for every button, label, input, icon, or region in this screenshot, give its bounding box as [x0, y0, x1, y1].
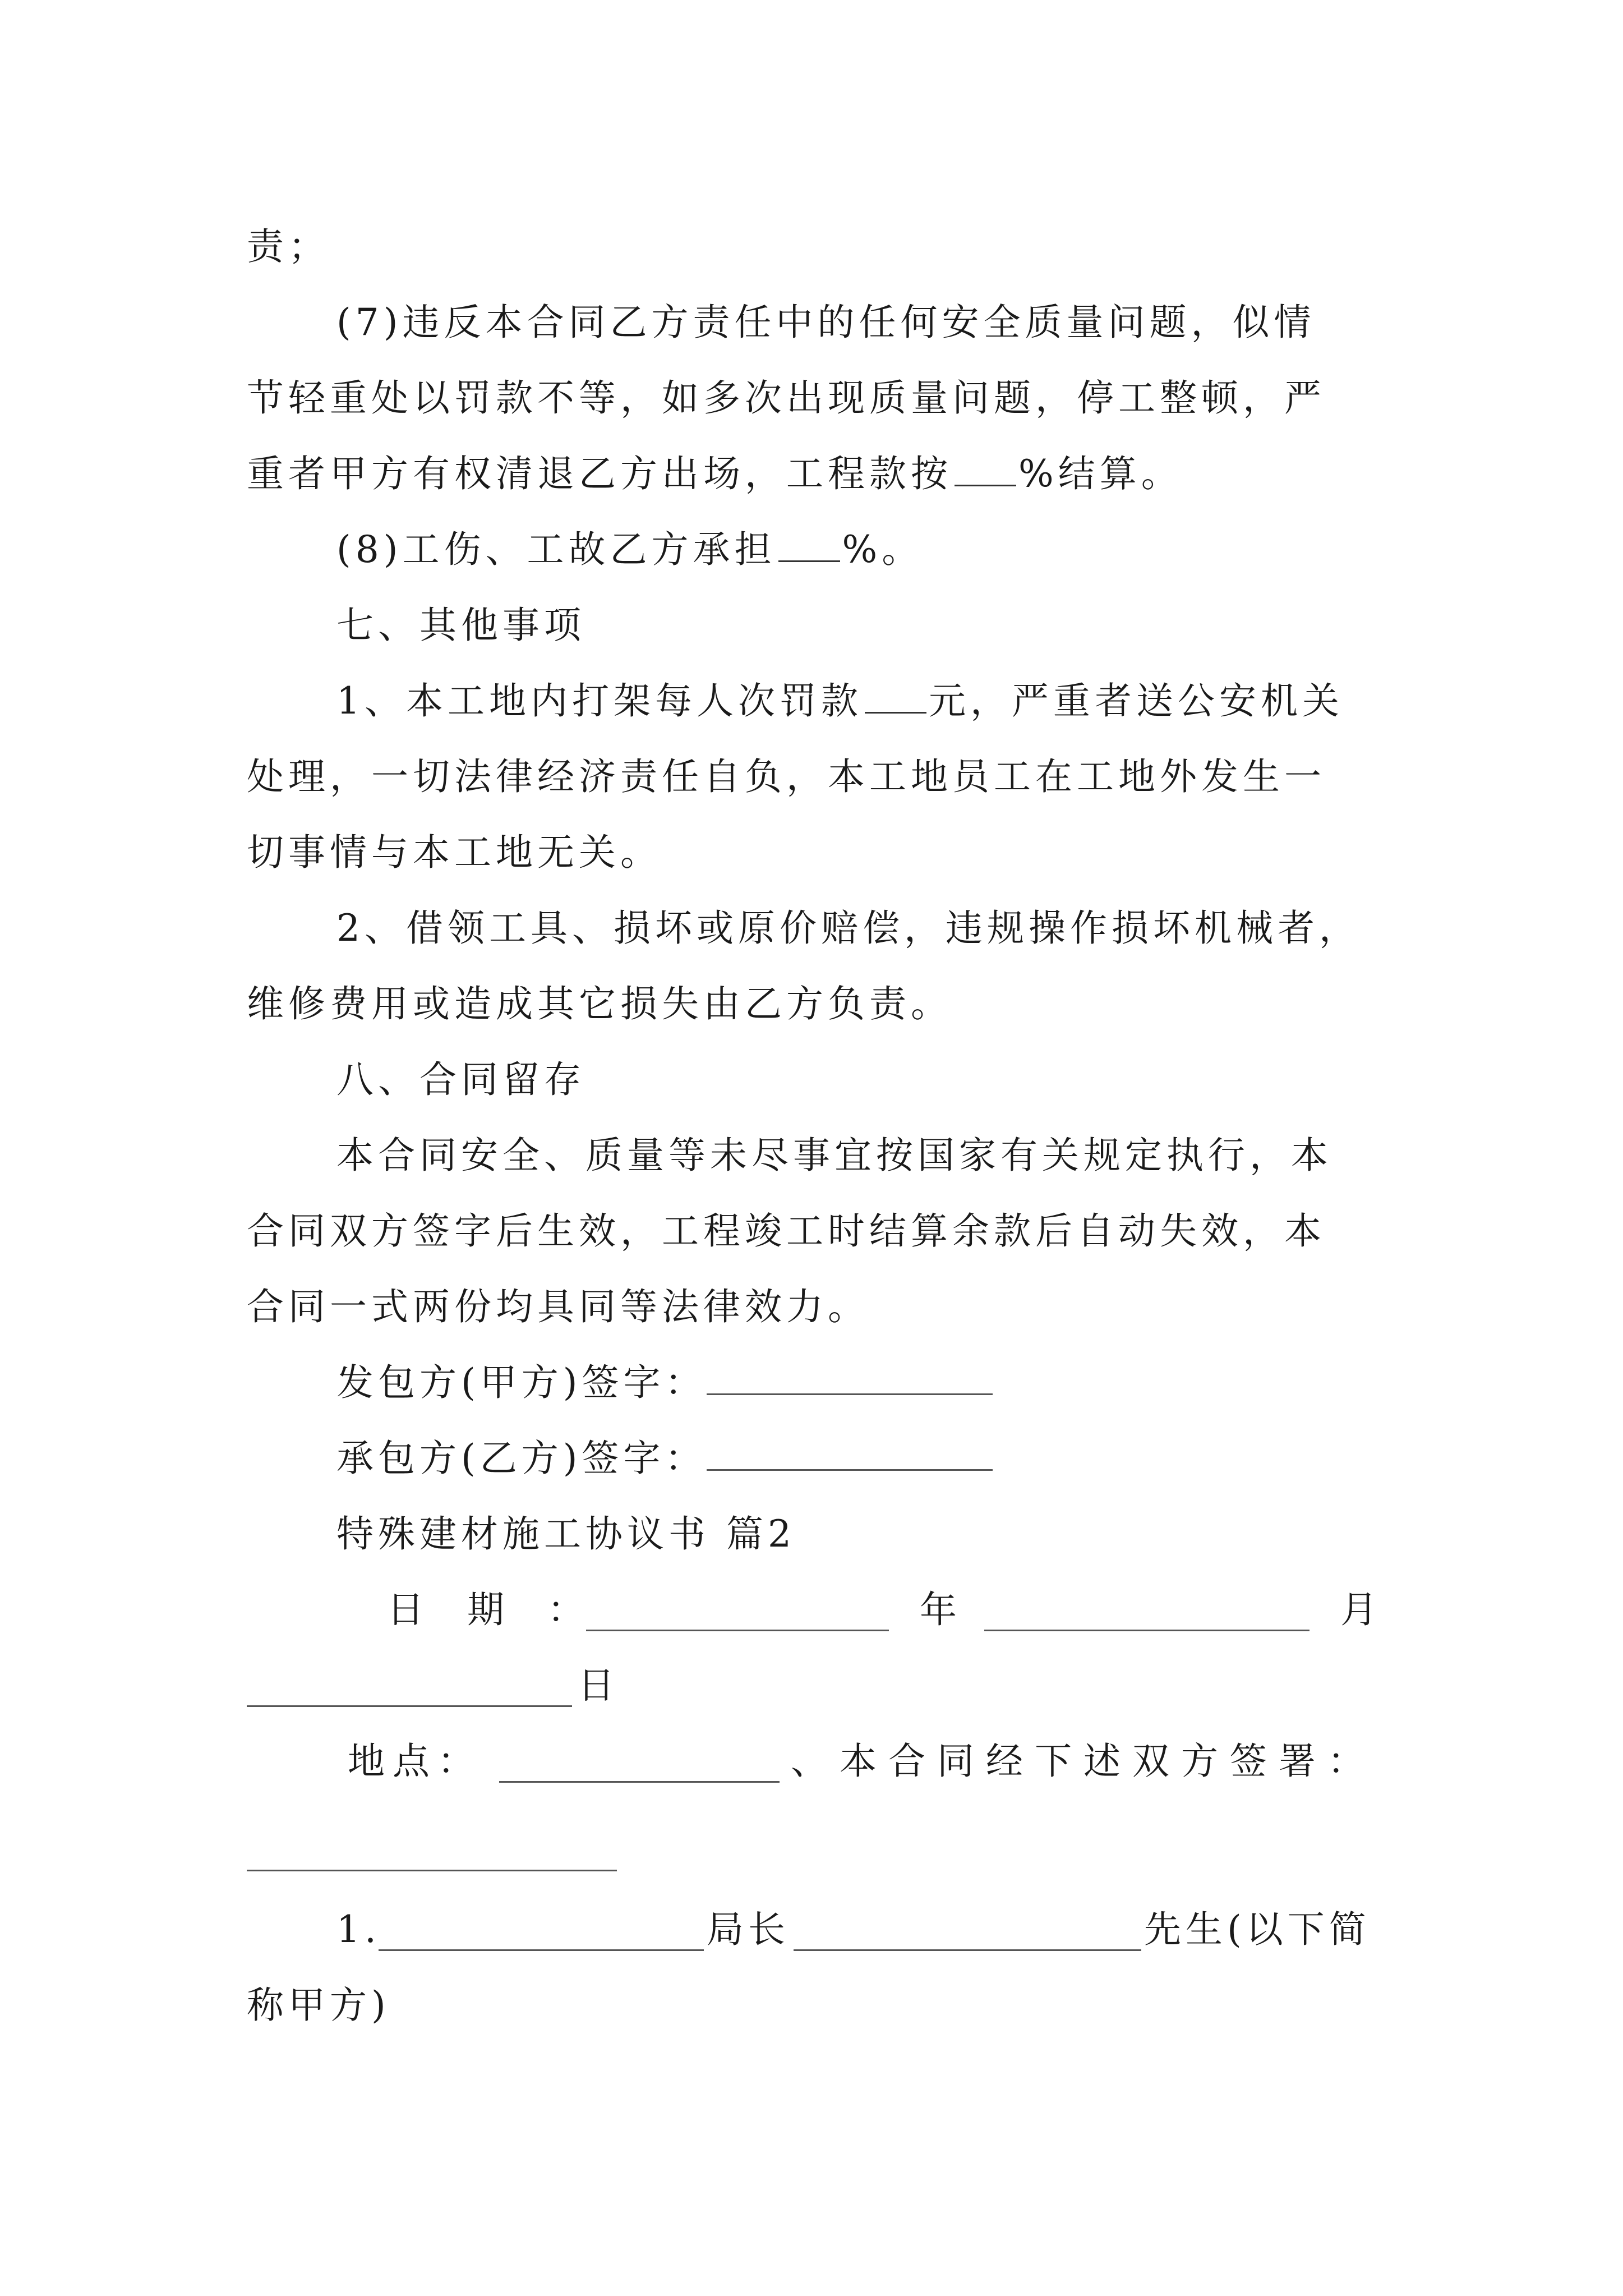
text-line	[247, 827, 662, 878]
text-span: (8)工伤、工故乙方承担	[336, 528, 776, 571]
text-line	[247, 449, 1183, 499]
text-span: 七、其他事项	[336, 604, 585, 647]
date-day-blank	[247, 1705, 572, 1707]
text-span: 本合同安全、质量等未尽事宜按国家有关规定执行，本	[336, 1134, 1332, 1177]
party-a-bureau-blank	[379, 1949, 704, 1951]
text-line	[247, 979, 952, 1029]
text-line	[336, 524, 923, 575]
text-span: 、本合同经下述双方签署：	[791, 1740, 1376, 1783]
text-line	[336, 903, 1361, 954]
text-span: 元，严重者送公安机关	[929, 679, 1344, 723]
text-span: %。	[842, 528, 924, 571]
text-span: 年	[920, 1588, 957, 1631]
separator-rule	[247, 1870, 617, 1871]
date-day-label	[578, 1660, 615, 1711]
text-line	[336, 297, 1316, 348]
party-a-name-blank	[794, 1949, 1141, 1951]
text-span: 2、借领工具、损坏或原价赔偿，违规操作损坏机械者，	[336, 907, 1361, 950]
text-line	[247, 373, 1326, 424]
party-a-title	[707, 1904, 790, 1955]
party-a-suffix	[1144, 1904, 1371, 1955]
fill-blank	[955, 451, 1016, 486]
text-line	[247, 1282, 869, 1332]
signature-blank	[707, 1359, 993, 1395]
fill-blank	[865, 678, 926, 714]
text-span: 处理，一切法律经济责任自负，本工地员工在工地外发生一	[247, 755, 1326, 798]
party-a-number	[336, 1904, 381, 1955]
text-span: 八、合同留存	[336, 1058, 585, 1101]
text-span: 承包方(乙方)签字：	[336, 1437, 707, 1480]
date-year-blank	[586, 1630, 889, 1631]
section-heading	[336, 600, 585, 651]
text-span: 地点：	[348, 1740, 482, 1783]
text-line	[247, 1980, 390, 2031]
section-title	[336, 1509, 796, 1559]
text-span: 切事情与本工地无关。	[247, 831, 662, 874]
fill-blank	[778, 527, 840, 562]
text-span: 维修费用或造成其它损失由乙方负责。	[247, 982, 952, 1025]
date-label	[387, 1585, 600, 1635]
text-span: 1.	[336, 1908, 381, 1951]
text-span: 合同一式两份均具同等法律效力。	[247, 1285, 869, 1328]
text-span: 责；	[247, 225, 330, 268]
text-span: 发包方(甲方)签字：	[336, 1361, 707, 1404]
text-span: 局长	[707, 1908, 790, 1951]
signature-blank	[707, 1434, 993, 1471]
text-span: 月	[1340, 1588, 1377, 1631]
signature-line-party-a	[336, 1358, 993, 1408]
date-month-label	[1340, 1585, 1377, 1635]
text-span: 合同双方签字后生效，工程竣工时结算余款后自动失效，本	[247, 1209, 1326, 1253]
text-span: 重者甲方有权清退乙方出场，工程款按	[247, 452, 952, 495]
text-span: 1、本工地内打架每人次罚款	[336, 679, 863, 723]
location-blank	[499, 1781, 780, 1783]
date-year-label	[920, 1585, 957, 1635]
date-month-blank	[984, 1630, 1310, 1631]
text-line	[336, 1130, 1332, 1181]
text-span: 日	[578, 1664, 615, 1707]
text-span: 先生(以下简	[1144, 1908, 1371, 1951]
signature-line-party-b	[336, 1433, 993, 1484]
text-line	[247, 1206, 1326, 1257]
text-span: 节轻重处以罚款不等，如多次出现质量问题，停工整顿，严	[247, 376, 1326, 420]
location-text	[791, 1736, 1376, 1787]
text-line	[247, 752, 1326, 802]
text-span: 特殊建材施工协议书 篇2	[336, 1512, 796, 1556]
text-span: 日 期 ：	[387, 1588, 600, 1631]
text-span: 称甲方)	[247, 1984, 390, 2027]
section-heading	[336, 1055, 585, 1105]
text-line	[247, 222, 330, 272]
text-span: %结算。	[1018, 452, 1183, 495]
text-span: (7)违反本合同乙方责任中的任何安全质量问题，似情	[336, 301, 1316, 344]
text-line	[336, 676, 1344, 726]
location-label	[348, 1736, 482, 1787]
